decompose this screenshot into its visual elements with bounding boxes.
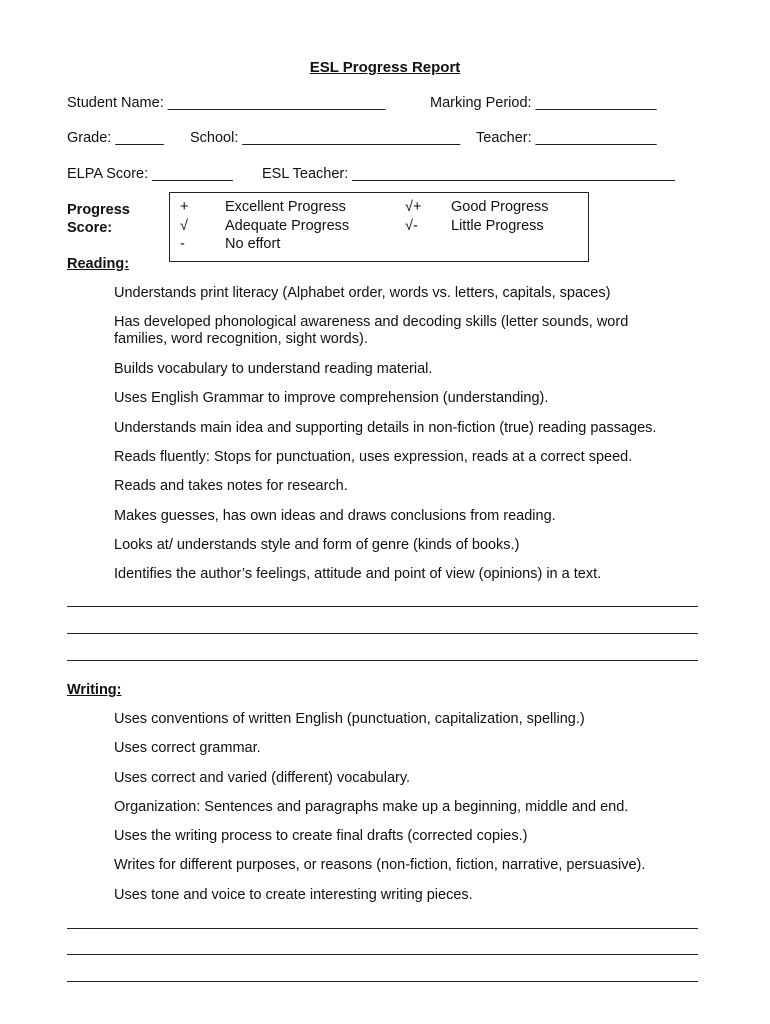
marking-period-field[interactable]: Marking Period: _______________	[430, 95, 657, 111]
legend-text: Adequate Progress	[225, 218, 350, 234]
school-field[interactable]: School: ___________________________	[190, 130, 461, 146]
reading-notes-line[interactable]	[67, 633, 698, 634]
reading-item: Uses English Grammar to improve comprehension (understanding).	[114, 390, 549, 406]
legend-symbol: √-	[405, 218, 418, 234]
writing-item: Organization: Sentences and paragraphs make up a beginning, middle and end.	[114, 799, 629, 815]
legend-text: Good Progress	[451, 199, 549, 215]
progress-score-label-line2: Score:	[67, 220, 113, 236]
legend-symbol: +	[180, 199, 189, 215]
writing-item: Uses the writing process to create final drafts (corrected copies.)	[114, 828, 528, 844]
legend-symbol: -	[180, 236, 185, 252]
reading-item: Looks at/ understands style and form of genre (kinds of books.)	[114, 537, 520, 553]
progress-score-label-line1: Progress	[67, 202, 130, 218]
student-name-field[interactable]: Student Name: ___________________________	[67, 95, 386, 111]
legend-symbol: √+	[405, 199, 422, 215]
esl-teacher-field[interactable]: ESL Teacher: ________________________________________	[262, 166, 675, 182]
reading-item: Understands print literacy (Alphabet order, words vs. letters, capitals, spaces)	[114, 285, 611, 301]
reading-item: Makes guesses, has own ideas and draws conclusions from reading.	[114, 508, 556, 524]
teacher-field[interactable]: Teacher: _______________	[476, 130, 657, 146]
reading-notes-line[interactable]	[67, 606, 698, 607]
writing-item: Uses correct and varied (different) vocabulary.	[114, 770, 411, 786]
reading-item: Reads fluently: Stops for punctuation, uses expression, reads at a correct speed.	[114, 449, 633, 465]
legend-text: Excellent Progress	[225, 199, 346, 215]
writing-heading: Writing:	[67, 682, 122, 698]
reading-item: Reads and takes notes for research.	[114, 478, 348, 494]
reading-item: Builds vocabulary to understand reading material.	[114, 361, 433, 377]
reading-notes-line[interactable]	[67, 660, 698, 661]
legend-text: Little Progress	[451, 218, 544, 234]
page-title: ESL Progress Report	[309, 59, 461, 76]
grade-field[interactable]: Grade: ______	[67, 130, 164, 146]
writing-item: Writes for different purposes, or reasons (non-fiction, fiction, narrative, persuasive).	[114, 857, 646, 873]
writing-item: Uses conventions of written English (punctuation, capitalization, spelling.)	[114, 711, 585, 727]
writing-notes-line[interactable]	[67, 928, 698, 929]
writing-item: Uses tone and voice to create interesting writing pieces.	[114, 887, 473, 903]
writing-item: Uses correct grammar.	[114, 740, 261, 756]
reading-heading: Reading:	[67, 256, 130, 272]
progress-score-label	[67, 201, 130, 237]
elpa-score-field[interactable]: ELPA Score: __________	[67, 166, 233, 182]
writing-notes-line[interactable]	[67, 981, 698, 982]
legend-text: No effort	[225, 236, 281, 252]
reading-item: Has developed phonological awareness and decoding skills (letter sounds, word families, word recognition, sight words).	[114, 314, 629, 347]
reading-item: Identifies the author’s feelings, attitude and point of view (opinions) in a text.	[114, 566, 602, 582]
legend-symbol: √	[180, 218, 188, 234]
writing-notes-line[interactable]	[67, 954, 698, 955]
reading-item: Understands main idea and supporting details in non-fiction (true) reading passages.	[114, 420, 657, 436]
